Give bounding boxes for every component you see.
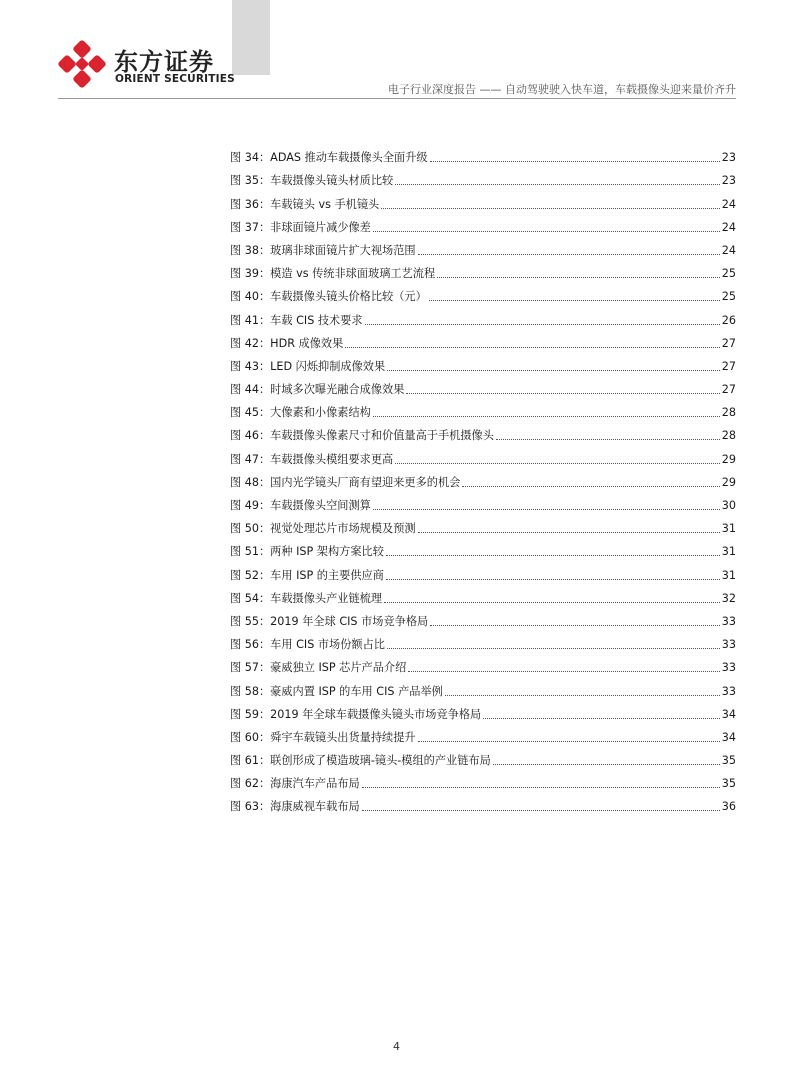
- company-logo: [58, 40, 235, 90]
- toc-entry[interactable]: [230, 443, 736, 466]
- toc-entry-label: 图 37：非球面镜片减少像差: [230, 220, 371, 234]
- toc-entry-label: 图 46：车载摄像头像素尺寸和价值量高于手机摄像头: [230, 429, 494, 443]
- toc-dot-leader: [373, 416, 720, 417]
- toc-entry[interactable]: [230, 142, 736, 165]
- toc-entry[interactable]: [230, 606, 736, 629]
- toc-entry-label: 图 63：海康威视车载布局: [230, 800, 360, 814]
- toc-entry-label: 图 43：LED 闪烁抑制成像效果: [230, 359, 386, 373]
- toc-entry-label: 图 48：国内光学镜头厂商有望迎来更多的机会: [230, 475, 461, 489]
- toc-entry-page: 29: [721, 452, 736, 466]
- toc-entry-page: 23: [721, 151, 736, 165]
- toc-dot-leader: [418, 254, 720, 255]
- toc-entry-label: 图 54：车载摄像头产业链梳理: [230, 591, 383, 605]
- toc-entry-label: 图 39：模造 vs 传统非球面玻璃工艺流程: [230, 267, 436, 281]
- toc-entry-label: 图 61：联创形成了模造玻璃-镜头-模组的产业链布局: [230, 754, 491, 768]
- toc-entry-page: 23: [721, 174, 736, 188]
- toc-entry-label: 图 36：车载镜头 vs 手机镜头: [230, 197, 380, 211]
- toc-entry-page: 34: [721, 730, 736, 744]
- toc-entry-page: 28: [721, 429, 736, 443]
- toc-entry[interactable]: [230, 513, 736, 536]
- toc-entry[interactable]: [230, 652, 736, 675]
- toc-dot-leader: [406, 393, 719, 394]
- toc-entry-label: 图 49：车载摄像头空间测算: [230, 499, 371, 512]
- toc-dot-leader: [386, 579, 720, 580]
- toc-entry-page: 24: [721, 220, 736, 234]
- toc-entry-label: 图 51：两种 ISP 架构方案比较: [230, 545, 384, 559]
- toc-dot-leader: [365, 324, 720, 325]
- brand-name-en: ORIENT SECURITIES: [115, 73, 235, 85]
- toc-entry[interactable]: [230, 791, 736, 814]
- toc-dot-leader: [462, 486, 719, 487]
- toc-dot-leader: [418, 741, 720, 742]
- toc-entry[interactable]: [230, 675, 736, 698]
- toc-entry[interactable]: [230, 258, 736, 281]
- toc-dot-leader: [430, 161, 720, 162]
- toc-entry-label: 图 62：海康汽车产品布局: [230, 777, 360, 791]
- toc-entry-page: 35: [721, 777, 736, 791]
- toc-entry[interactable]: [230, 165, 736, 188]
- toc-entry-label: 图 56：车用 CIS 市场份额占比: [230, 638, 385, 652]
- toc-entry-page: 35: [721, 754, 736, 768]
- toc-entry[interactable]: [230, 420, 736, 443]
- toc-entry[interactable]: [230, 467, 736, 490]
- toc-dot-leader: [386, 555, 720, 556]
- toc-dot-leader: [445, 695, 720, 696]
- toc-entry-label: 图 44：时域多次曝光融合成像效果: [230, 383, 405, 397]
- toc-entry[interactable]: [230, 559, 736, 582]
- toc-dot-leader: [437, 277, 720, 278]
- toc-entry[interactable]: [230, 188, 736, 211]
- toc-entry[interactable]: [230, 745, 736, 768]
- toc-dot-leader: [362, 787, 720, 788]
- toc-entry-page: 25: [721, 267, 736, 281]
- toc-entry[interactable]: [230, 722, 736, 745]
- toc-entry-label: 图 50：视觉处理芯片市场规模及预测: [230, 522, 416, 536]
- toc-entry-page: 33: [721, 638, 736, 652]
- toc-entry-page: 31: [721, 522, 736, 536]
- toc-dot-leader: [483, 718, 720, 719]
- toc-entry[interactable]: [230, 397, 736, 420]
- toc-dot-leader: [345, 347, 719, 348]
- toc-entry-label: 图 41：车载 CIS 技术要求: [230, 313, 363, 327]
- toc-entry[interactable]: [230, 374, 736, 397]
- toc-entry-label: 图 35：车载摄像头镜头材质比较: [230, 174, 394, 188]
- toc-entry[interactable]: [230, 583, 736, 606]
- toc-entry-label: 图 59：2019 年全球车载摄像头镜头市场竞争格局: [230, 707, 482, 721]
- header-divider: [58, 98, 736, 99]
- toc-entry-page: 36: [721, 800, 736, 814]
- orient-logo-icon: [58, 40, 106, 88]
- toc-entry-label: 图 47：车载摄像头模组要求更高: [230, 452, 394, 466]
- toc-entry-page: 31: [721, 568, 736, 582]
- toc-dot-leader: [373, 231, 720, 232]
- toc-dot-leader: [387, 370, 720, 371]
- toc-entry-page: 32: [721, 591, 736, 605]
- toc-entry-page: 24: [721, 243, 736, 257]
- toc-entry-label: 图 40：车载摄像头镜头价格比较（元）: [230, 290, 427, 304]
- toc-entry-page: 30: [721, 499, 736, 512]
- toc-entry[interactable]: [230, 281, 736, 304]
- toc-entry-page: 33: [721, 661, 736, 675]
- toc-dot-leader: [373, 509, 720, 510]
- toc-entry[interactable]: [230, 212, 736, 235]
- header-gray-tab: [232, 0, 270, 75]
- toc-dot-leader: [408, 671, 719, 672]
- toc-entry[interactable]: [230, 235, 736, 258]
- page-number: 4: [393, 1040, 400, 1053]
- toc-entry-label: 图 52：车用 ISP 的主要供应商: [230, 568, 384, 582]
- toc-entry-label: 图 58：豪威内置 ISP 的车用 CIS 产品举例: [230, 684, 443, 698]
- toc-entry-page: 33: [721, 614, 736, 628]
- figure-index-list: [230, 142, 736, 814]
- toc-entry-label: 图 42：HDR 成像效果: [230, 336, 344, 350]
- toc-dot-leader: [381, 208, 720, 209]
- toc-entry-page: 27: [721, 359, 736, 373]
- toc-entry[interactable]: [230, 629, 736, 652]
- toc-entry[interactable]: [230, 699, 736, 722]
- toc-entry-page: 24: [721, 197, 736, 211]
- toc-entry-page: 26: [721, 313, 736, 327]
- toc-dot-leader: [395, 184, 720, 185]
- toc-entry-label: 图 55：2019 年全球 CIS 市场竞争格局: [230, 614, 429, 628]
- toc-entry[interactable]: [230, 536, 736, 559]
- toc-dot-leader: [493, 764, 720, 765]
- toc-dot-leader: [418, 532, 720, 533]
- toc-entry-page: 29: [721, 475, 736, 489]
- toc-entry-page: 33: [721, 684, 736, 698]
- toc-dot-leader: [430, 625, 720, 626]
- toc-dot-leader: [387, 648, 720, 649]
- brand-name-cn: 东方证券: [114, 48, 214, 76]
- toc-entry-page: 27: [721, 336, 736, 350]
- toc-dot-leader: [384, 602, 720, 603]
- toc-entry[interactable]: [230, 490, 736, 513]
- toc-entry[interactable]: [230, 304, 736, 327]
- toc-entry[interactable]: [230, 351, 736, 374]
- toc-entry-label: 图 57：豪威独立 ISP 芯片产品介绍: [230, 661, 407, 675]
- toc-entry-page: 34: [721, 707, 736, 721]
- toc-entry-label: 图 45：大像素和小像素结构: [230, 406, 371, 420]
- toc-entry-label: 图 60：舜宇车载镜头出货量持续提升: [230, 730, 416, 744]
- toc-dot-leader: [496, 439, 720, 440]
- toc-entry[interactable]: [230, 328, 736, 351]
- toc-entry-label: 图 34：ADAS 推动车载摄像头全面升级: [230, 151, 428, 165]
- toc-entry-label: 图 38：玻璃非球面镜片扩大视场范围: [230, 243, 416, 257]
- toc-dot-leader: [429, 300, 720, 301]
- toc-entry-page: 28: [721, 406, 736, 420]
- toc-entry-page: 27: [721, 383, 736, 397]
- report-header-title: 电子行业深度报告 —— 自动驾驶驶入快车道，车载摄像头迎来量价齐升: [388, 83, 736, 96]
- toc-dot-leader: [395, 463, 720, 464]
- toc-entry-page: 25: [721, 290, 736, 304]
- toc-entry[interactable]: [230, 768, 736, 791]
- toc-dot-leader: [362, 810, 720, 811]
- toc-entry-page: 31: [721, 545, 736, 559]
